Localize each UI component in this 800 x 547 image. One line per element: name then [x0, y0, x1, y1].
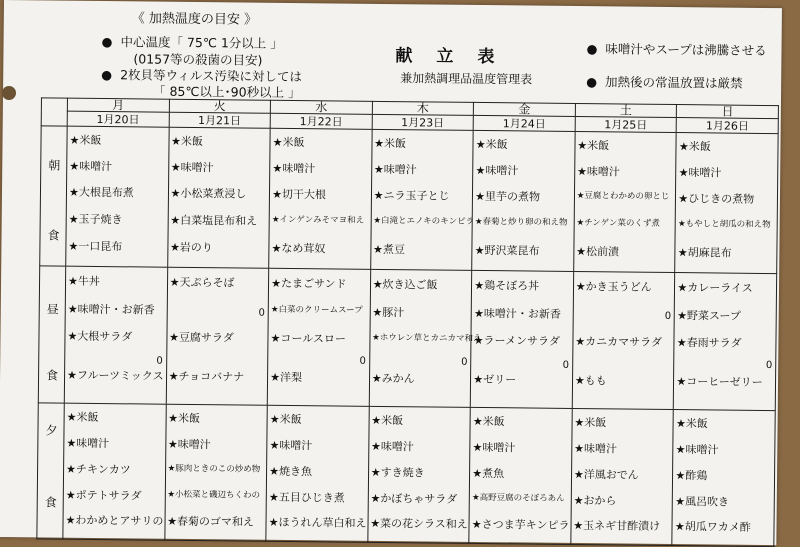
menu-item: ★胡麻昆布 — [677, 246, 732, 260]
menu-item: ★鶏そぼろ丼 — [474, 278, 540, 293]
weekday-header: 金 — [474, 102, 576, 116]
menu-item: ★米飯 — [475, 137, 508, 152]
menu-item: ★洋風おでん — [573, 467, 639, 482]
menu-item: ★酢鶏 — [675, 469, 708, 483]
zero-mark: 0 — [359, 355, 366, 367]
menu-item: ★味噌汁 — [170, 160, 214, 175]
heating-guide-line1: ● 中心温度「 75℃ 1分以上 」 — [101, 32, 282, 52]
weekday-header: 土 — [575, 103, 677, 117]
dinner-cell — [672, 410, 775, 547]
menu-item: ★胡瓜ワカメ酢 — [674, 520, 751, 534]
lunch-label — [38, 266, 65, 403]
lunch-label-char: 昼 — [46, 302, 59, 317]
zero-mark: 0 — [562, 359, 570, 371]
menu-item: ★味噌汁 — [675, 443, 719, 457]
menu-item: ★みかん — [371, 371, 415, 386]
lunch-cell — [369, 269, 482, 407]
zero-mark: 0 — [461, 356, 468, 368]
breakfast-label-char: 朝 — [48, 158, 61, 173]
menu-item: ★ニラ玉子とじ — [373, 188, 450, 203]
menu-item: ★なめ茸奴 — [271, 241, 326, 256]
heating-guide-line2: (0157等の殺菌の目安) — [133, 51, 263, 68]
breakfast-label-char: 食 — [47, 228, 60, 243]
lunch-cell — [166, 267, 269, 405]
weekday-header: 木 — [372, 101, 474, 115]
zero-mark: 0 — [156, 355, 163, 367]
date-header: 1月26日 — [677, 118, 779, 134]
menu-item: ★米飯 — [371, 413, 404, 428]
menu-item: ★岩のり — [169, 240, 213, 255]
menu-item: ★米飯 — [66, 410, 99, 425]
zero-mark: 0 — [765, 359, 773, 372]
lunch-cell — [572, 271, 675, 409]
menu-item: ★五目ひじき煮 — [268, 490, 345, 505]
menu-item: ★カニカマサラダ — [575, 335, 663, 349]
notice-no-room-temp: ● 加熱後の常温放置は厳禁 — [586, 72, 743, 92]
lunch-cell — [471, 270, 574, 408]
menu-item: ★米飯 — [269, 412, 302, 427]
menu-item: ★切干大根 — [272, 187, 327, 202]
lunch-cell — [674, 273, 777, 411]
breakfast-row — [40, 126, 778, 274]
breakfast-cell — [472, 130, 575, 271]
menu-item: ★味噌汁 — [370, 439, 414, 454]
lunch-label-char: 食 — [45, 368, 59, 383]
menu-item: ★すき焼き — [370, 465, 425, 480]
heating-guide-line3: ● 2枚貝等ウィルス汚染に対しては — [101, 65, 302, 85]
menu-item: ★大根サラダ — [67, 329, 133, 344]
menu-item: ★豚汁 — [372, 305, 405, 320]
date-header: 1月22日 — [270, 113, 372, 129]
pin-hole — [2, 86, 16, 100]
menu-item: ★味噌汁 — [272, 161, 316, 176]
menu-item: ★焼き魚 — [269, 464, 313, 479]
menu-item: ★野菜スープ — [677, 309, 741, 323]
heating-guide-title: 《 加熱温度の目安 》 — [131, 11, 258, 28]
menu-item: ★味噌汁 — [576, 165, 620, 179]
menu-item: ★ホウレン草とカニカマ和え — [372, 332, 482, 345]
menu-item: ★さつま芋キンピラ — [471, 517, 570, 532]
dinner-cell — [571, 408, 674, 545]
menu-item: ★チョコバナナ — [168, 369, 245, 384]
menu-item: ★天ぷらそば — [169, 275, 235, 290]
menu-item: ★風呂吹き — [675, 495, 730, 509]
page-title: 献立表 — [395, 46, 519, 68]
menu-item: ★味噌汁 — [66, 436, 110, 451]
menu-item: ★白菜のクリームスープ — [270, 304, 363, 316]
breakfast-cell — [167, 127, 270, 268]
menu-item: ★ゼリー — [473, 372, 517, 387]
dinner-cell — [266, 405, 369, 542]
menu-item: ★豆腐とわかめの卵とじ — [576, 191, 670, 202]
menu-item: ★米飯 — [168, 411, 201, 426]
menu-item: ★チンゲン菜のくず煮 — [576, 218, 660, 229]
breakfast-cell — [66, 126, 169, 267]
menu-item: ★松前漬 — [576, 245, 620, 259]
weekday-header: 水 — [270, 100, 372, 114]
menu-item: ★もやしと胡瓜の和え物 — [678, 219, 771, 231]
date-header: 1月23日 — [372, 114, 474, 130]
menu-item: ★ひじきの煮物 — [678, 192, 755, 206]
weekday-header: 月 — [67, 98, 169, 112]
dinner-cell — [63, 403, 166, 540]
date-header: 1月20日 — [67, 111, 169, 127]
dinner-cell — [164, 404, 267, 541]
breakfast-label — [40, 126, 67, 266]
date-header: 1月21日 — [169, 112, 271, 128]
menu-table — [36, 97, 779, 547]
menu-item: ★玉子焼き — [68, 212, 123, 227]
breakfast-cell — [269, 128, 372, 269]
menu-item: ★煮魚 — [472, 466, 505, 481]
weekday-header: 火 — [169, 99, 271, 113]
menu-item: ★米飯 — [675, 417, 708, 431]
menu-item: ★洋梨 — [270, 370, 303, 385]
menu-item: ★かき玉うどん — [575, 280, 652, 294]
menu-item: ★菜の花シラス和え — [370, 516, 468, 531]
menu-item: ★コールスロー — [270, 331, 346, 346]
menu-item: ★味噌汁 — [475, 163, 519, 178]
menu-item: ★フルーツミックス — [67, 368, 164, 383]
menu-item: ★白菜塩昆布和え — [170, 213, 258, 228]
menu-item: ★豚肉ときのこの炒め物 — [167, 463, 261, 475]
menu-item: ★米飯 — [69, 133, 102, 148]
menu-item: ★米飯 — [678, 140, 711, 154]
menu-item: ★玉ネギ甘酢漬け — [573, 518, 661, 533]
menu-item: ★コーヒーゼリー — [676, 375, 763, 389]
corner-cell — [41, 98, 67, 126]
menu-item: ★豆腐サラダ — [168, 330, 234, 345]
breakfast-cell — [675, 133, 778, 274]
menu-item: ★味噌汁・お新香 — [473, 306, 561, 321]
menu-item: ★かぼちゃサラダ — [370, 491, 458, 506]
dinner-row — [37, 403, 775, 547]
date-header: 1月24日 — [473, 115, 575, 131]
menu-item: ★白滝とエノキのキンピラ — [373, 215, 475, 227]
menu-item: ★米飯 — [374, 136, 407, 151]
lunch-cell — [267, 268, 370, 406]
menu-item: ★牛丼 — [67, 274, 101, 289]
menu-item: ★味噌汁 — [678, 166, 722, 180]
breakfast-cell — [370, 129, 473, 270]
menu-item: ★もも — [574, 373, 607, 388]
menu-item: ★味噌汁 — [574, 441, 618, 456]
menu-item: ★たまごサンド — [271, 276, 347, 291]
menu-item: ★カレーライス — [677, 281, 753, 295]
dinner-label-char: 夕 — [45, 423, 58, 438]
menu-item: ★おから — [573, 493, 617, 508]
menu-item: ★高野豆腐のそぼろあん — [472, 492, 565, 504]
zero-mark: 0 — [664, 310, 672, 323]
menu-item: ★味噌汁 — [373, 162, 417, 177]
menu-item: ★春菊と炒り卵の和え物 — [474, 216, 568, 228]
menu-item: ★小松菜煮浸し — [170, 186, 247, 201]
menu-item: ★味噌汁 — [69, 159, 113, 174]
menu-item: ★インゲンみそマヨ和え — [271, 214, 365, 226]
menu-item: ★米飯 — [272, 135, 305, 150]
menu-item: ★炊き込ご飯 — [372, 277, 438, 292]
page-subtitle: 兼加熱調理品温度管理表 — [400, 71, 533, 87]
menu-item: ★煮豆 — [373, 242, 406, 257]
breakfast-cell — [574, 131, 677, 272]
lunch-row — [38, 266, 776, 411]
menu-item: ★味噌汁 — [167, 437, 211, 452]
menu-item: ★一口昆布 — [68, 239, 123, 254]
menu-item: ★ほうれん草白和え — [268, 515, 367, 530]
dinner-cell — [368, 406, 471, 543]
menu-item: ★春菊のゴマ和え — [167, 514, 255, 529]
menu-item: ★大根昆布煮 — [68, 185, 134, 200]
dinner-cell — [469, 407, 572, 544]
notice-boil: ● 味噌汁やスープは沸騰させる — [586, 39, 766, 59]
menu-item: ★野沢菜昆布 — [474, 243, 540, 258]
menu-item: ★米飯 — [577, 139, 610, 153]
menu-item: ★わかめとアサリの — [65, 513, 164, 528]
menu-item: ★春雨サラダ — [676, 336, 742, 350]
menu-item: ★米飯 — [171, 134, 204, 149]
dinner-label-char: 食 — [44, 495, 57, 510]
date-header: 1月25日 — [575, 116, 677, 132]
dinner-label — [37, 403, 64, 539]
weekday-header: 日 — [677, 105, 779, 119]
menu-item: ★ポテトサラダ — [65, 488, 142, 503]
zero-mark: 0 — [258, 307, 265, 319]
lunch-cell — [64, 266, 167, 404]
menu-item: ★米飯 — [574, 415, 607, 430]
heating-guide-line4: 「 85℃以上･90秒以上 」 — [152, 83, 301, 101]
menu-item: ★小松菜と磯辺ちくわの — [167, 489, 261, 501]
menu-item: ★チキンカツ — [66, 462, 131, 477]
menu-item: ★里芋の煮物 — [475, 189, 541, 204]
menu-item: ★味噌汁 — [269, 438, 313, 453]
menu-item: ★味噌汁 — [472, 440, 516, 455]
menu-item: ★ラーメンサラダ — [473, 333, 560, 348]
menu-item: ★米飯 — [472, 414, 505, 429]
menu-item: ★味噌汁・お新香 — [67, 302, 155, 317]
